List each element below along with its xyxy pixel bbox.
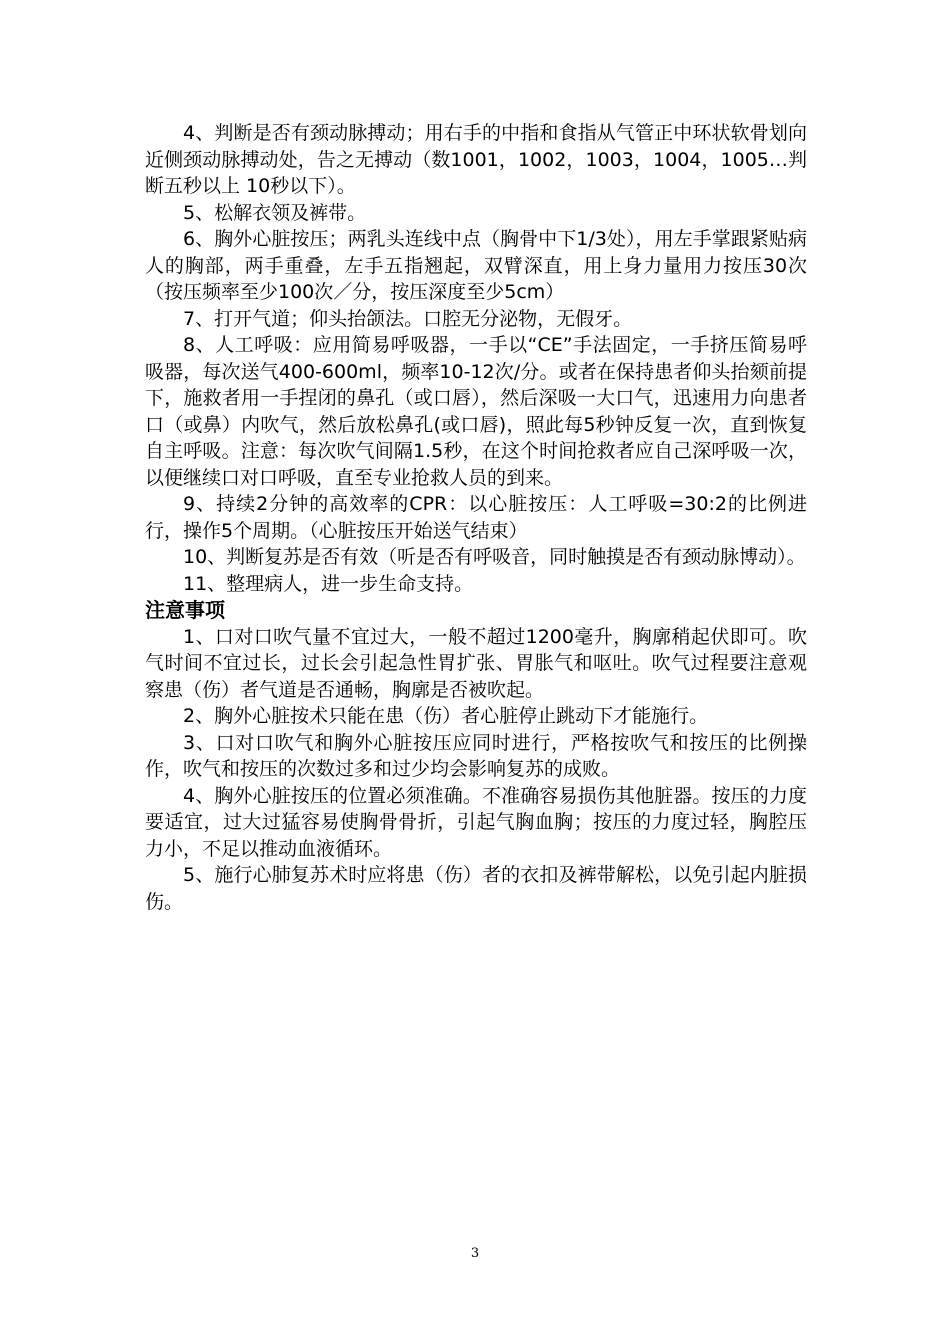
step-4-paragraph: 4、判断是否有颈动脉搏动；用右手的中指和食指从气管正中环状软骨划向近侧颈动脉搏动处，告之无搏动（数1001，1002，1003，1004，1005…判断五秒以上 10秒以下）。 (145, 122, 807, 197)
step-6-paragraph: 6、胸外心脏按压；两乳头连线中点（胸骨中下1/3处），用左手掌跟紧贴病人的胸部，两手重叠，左手五指翘起，双臂深直，用上身力量用力按压30次（按压频率至少100次／分，按压深度至少5cm） (145, 228, 807, 303)
note-1-paragraph: 1、口对口吹气量不宜过大，一般不超过1200毫升，胸廓稍起伏即可。吹气时间不宜过长，过长会引起急性胃扩张、胃胀气和呕吐。吹气过程要注意观察患（伤）者气道是否通畅，胸廓是否被吹起。 (145, 625, 807, 701)
note-5-paragraph: 5、施行心肺复苏术时应将患（伤）者的衣扣及裤带解松，以免引起内脏损伤。 (145, 864, 807, 913)
note-2-paragraph: 2、胸外心脏按术只能在患（伤）者心脏停止跳动下才能施行。 (183, 705, 709, 727)
step-10-paragraph: 10、判断复苏是否有效（听是否有呼吸音，同时触摸是否有颈动脉博动）。 (183, 546, 806, 568)
note-3-paragraph: 3、口对口吹气和胸外心脏按压应同时进行，严格按吹气和按压的比例操作，吹气和按压的次数过多和过少均会影响复苏的成败。 (145, 731, 807, 780)
note-4-paragraph: 4、胸外心脏按压的位置必须准确。不准确容易损伤其他脏器。按压的力度要适宜，过大过猛容易使胸骨骨折，引起气胸血胸；按压的力度过轻，胸腔压力小，不足以推动血液循环。 (145, 784, 807, 860)
notes-heading: 注意事项 (145, 598, 225, 622)
step-7-paragraph: 7、打开气道；仰头抬颌法。口腔无分泌物，无假牙。 (183, 307, 633, 330)
step-11-paragraph: 11、整理病人，进一步生命支持。 (183, 572, 474, 595)
step-8-paragraph: 8、人工呼吸：应用简易呼吸器，一手以“CE”手法固定，一手挤压简易呼吸器，每次送气400-600ml，频率10-12次/分。或者在保持患者仰头抬颏前提下，施救者用一手捏闭的鼻孔（或口唇），然后深吸一大口气，迅速用力向患者口（或鼻）内吹气，然后放松鼻孔(或口唇)，照此每5秒钟反复一次，直到恢复自主呼吸。注意：每次吹气间隔1.5秒，在这个时间抢救者应自己深呼吸一次，以便继续口对口呼吸，直至专业抢救人员的到来。 (145, 334, 807, 489)
step-5-paragraph: 5、松解衣领及裤带。 (183, 201, 367, 224)
step-9-paragraph: 9、持续2分钟的高效率的CPR：以心脏按压：人工呼吸=30:2的比例进行，操作5个周期。（心脏按压开始送气结束） (145, 493, 807, 542)
document-body (145, 120, 807, 915)
page-number: 3 (470, 1246, 480, 1261)
